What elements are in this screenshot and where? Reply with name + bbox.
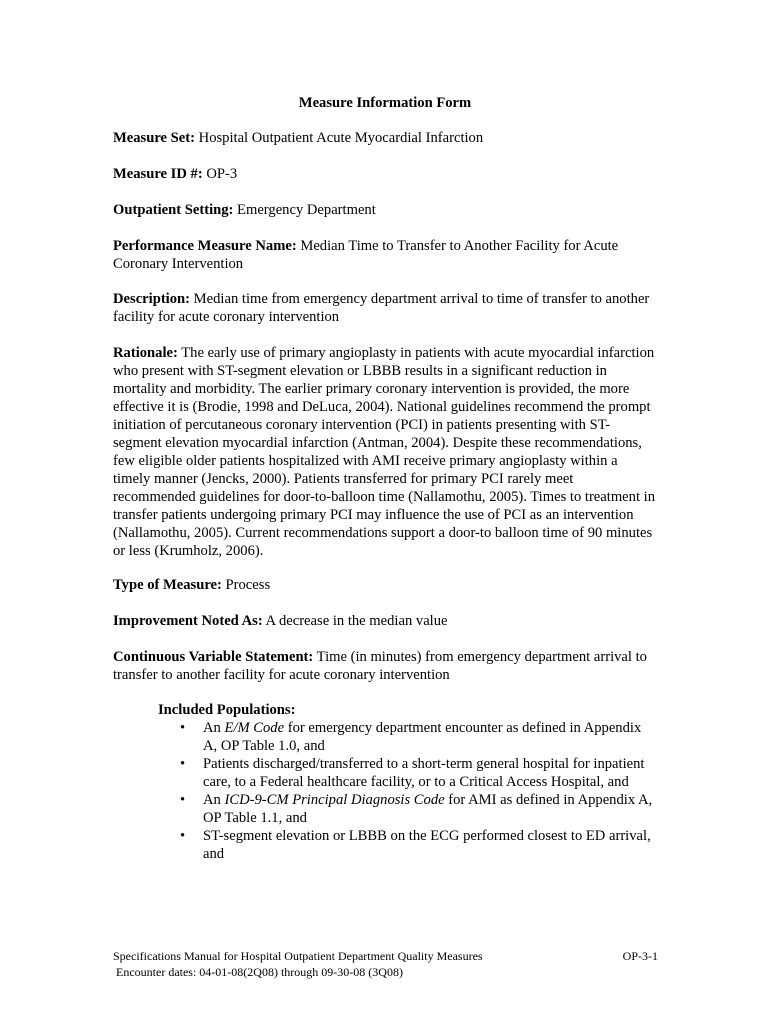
description-label: Description: bbox=[113, 291, 191, 307]
rationale-field bbox=[113, 344, 658, 560]
continuous-variable-label: Continuous Variable Statement: bbox=[113, 649, 314, 665]
rationale-label: Rationale: bbox=[113, 345, 178, 361]
outpatient-setting-label: Outpatient Setting: bbox=[113, 202, 234, 218]
list-item bbox=[158, 791, 658, 827]
list-item-code-term: E/M Code bbox=[224, 720, 285, 736]
measure-set-label: Measure Set: bbox=[113, 130, 195, 146]
type-of-measure-value: Process bbox=[221, 577, 271, 593]
type-of-measure-field bbox=[113, 576, 658, 594]
outpatient-setting-field bbox=[113, 201, 658, 219]
type-of-measure-label: Type of Measure: bbox=[113, 577, 222, 593]
footer-encounter-dates: Encounter dates: 04-01-08(2Q08) through 09-30-08 (3Q08) bbox=[113, 965, 403, 979]
continuous-variable-value: Time (in minutes) from emergency department arrival to transfer to another facility for acute coronary intervention bbox=[113, 649, 647, 683]
measure-id-label: Measure ID #: bbox=[113, 166, 203, 182]
improvement-noted-value: A decrease in the median value bbox=[262, 613, 448, 629]
performance-measure-name-field bbox=[113, 237, 658, 273]
description-field bbox=[113, 290, 658, 326]
list-item bbox=[158, 827, 658, 863]
footer-page-number: OP-3-1 bbox=[622, 949, 658, 963]
included-populations-section bbox=[158, 701, 658, 863]
outpatient-setting-value: Emergency Department bbox=[233, 202, 376, 218]
improvement-noted-label: Improvement Noted As: bbox=[113, 613, 263, 629]
list-item-text: An bbox=[203, 720, 225, 736]
included-populations-list bbox=[158, 719, 658, 863]
improvement-noted-field bbox=[113, 612, 658, 630]
performance-measure-name-label: Performance Measure Name: bbox=[113, 238, 297, 254]
measure-id-field bbox=[113, 165, 658, 183]
description-value: Median time from emergency department arrival to time of transfer to another facility for acute coronary intervention bbox=[113, 291, 650, 325]
list-item-text: Patients discharged/transferred to a short-term general hospital for inpatient care, to a Federal healthcare facility, or to a Critical Access Hospital, and bbox=[203, 756, 645, 790]
bullet-icon: • bbox=[180, 756, 186, 772]
list-item bbox=[158, 755, 658, 791]
measure-set-field bbox=[113, 129, 658, 147]
rationale-value: The early use of primary angioplasty in patients with acute myocardial infarction who present with ST-segment elevation or LBBB results in a significant reduction in mortality and morbidity. The earlier primary coronary intervention is provided, the more effective it is (Brodie, 1998 and DeLuca, 2004). National guidelines recommend the prompt initiation of percutaneous coronary intervention (PCI) in patients presenting with ST-segment elevation myocardial infarction (Antman, 2004). Despite these recommendations, few eligible older patients hospitalized with AMI receive primary angioplasty within a timely manner (Jencks, 2000). Patients transferred for primary PCI rarely meet recommended guidelines for door-to-balloon time (Nallamothu, 2005). Times to treatment in transfer patients undergoing primary PCI may influence the use of PCI as an intervention (Nallamothu, 2005). Current recommendations support a door-to balloon time of 90 minutes or less (Krumholz, 2006). bbox=[113, 345, 655, 559]
list-item-text: An bbox=[203, 792, 225, 808]
list-item-text: ST-segment elevation or LBBB on the ECG performed closest to ED arrival, and bbox=[203, 828, 651, 862]
included-populations-heading: Included Populations: bbox=[158, 702, 296, 718]
list-item bbox=[158, 719, 658, 755]
list-item-text-after: for AMI as defined in Appendix A, OP Table 1.1, and bbox=[203, 792, 653, 826]
bullet-icon: • bbox=[180, 828, 186, 844]
measure-id-value: OP-3 bbox=[202, 166, 238, 182]
footer-manual-info bbox=[113, 948, 483, 980]
list-item-text-after: for emergency department encounter as defined in Appendix A, OP Table 1.0, and bbox=[203, 720, 642, 754]
continuous-variable-field bbox=[113, 648, 658, 684]
measure-set-value: Hospital Outpatient Acute Myocardial Infarction bbox=[195, 130, 484, 146]
footer-manual-title: Specifications Manual for Hospital Outpatient Department Quality Measures bbox=[113, 949, 483, 963]
bullet-icon: • bbox=[180, 720, 186, 736]
page-title: Measure Information Form bbox=[298, 95, 472, 111]
list-item-code-term: ICD-9-CM Principal Diagnosis Code bbox=[224, 792, 445, 808]
performance-measure-name-value: Median Time to Transfer to Another Facility for Acute Coronary Intervention bbox=[113, 238, 619, 272]
bullet-icon: • bbox=[180, 792, 186, 808]
